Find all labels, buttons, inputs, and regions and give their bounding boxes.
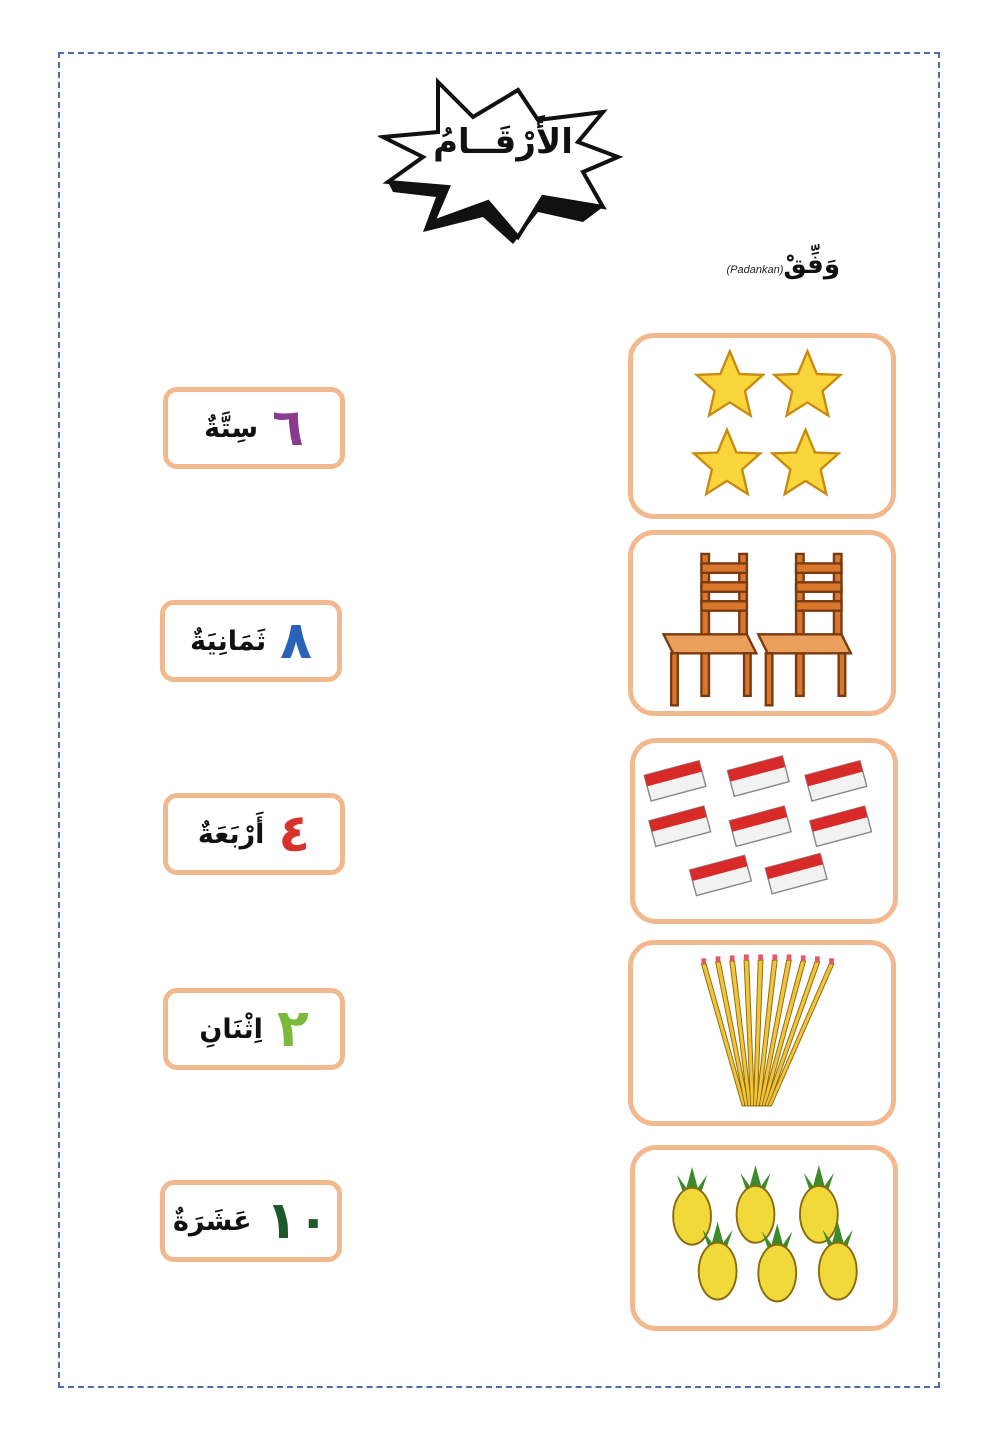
number-word: عَشَرَةٌ [172, 1205, 252, 1237]
numeral: ٢ [276, 999, 309, 1059]
instruction [690, 250, 840, 280]
pineapples-group [635, 1150, 893, 1326]
instruction-text: وَفِّقْ [783, 250, 840, 280]
number-word: ثَمَانِيَةٌ [190, 625, 267, 657]
pineapple-icon [673, 1165, 857, 1301]
stars-group [633, 338, 891, 514]
numeral: ٤ [278, 804, 311, 864]
word-card-6[interactable] [163, 387, 345, 469]
picture-card-pencils[interactable] [628, 940, 896, 1126]
word-card-2[interactable] [163, 988, 345, 1070]
numeral: ٨ [280, 611, 312, 671]
page-title: الأَرْقَــامُ [433, 122, 573, 162]
word-card-4[interactable] [163, 793, 345, 875]
word-card-8[interactable] [160, 600, 342, 682]
instruction-translation: (Padankan) [726, 264, 784, 276]
picture-card-erasers[interactable] [630, 738, 898, 924]
picture-card-chairs[interactable] [628, 530, 896, 716]
pencils-group [633, 945, 891, 1121]
chair-icon [664, 554, 851, 705]
pencil-icon [701, 954, 833, 1105]
word-card-10[interactable] [160, 1180, 342, 1262]
picture-card-pineapples[interactable] [630, 1145, 898, 1331]
number-word: سِتَّةٌ [204, 412, 259, 444]
eraser-icon [644, 756, 871, 896]
number-word: أَرْبَعَةٌ [197, 818, 265, 850]
star-icon [694, 351, 841, 494]
number-word: اِثْنَانِ [199, 1013, 263, 1045]
numeral: ١٠ [265, 1191, 330, 1251]
picture-card-stars[interactable] [628, 333, 896, 519]
chairs-group [633, 535, 891, 711]
erasers-group [635, 743, 893, 919]
numeral: ٦ [272, 398, 304, 458]
